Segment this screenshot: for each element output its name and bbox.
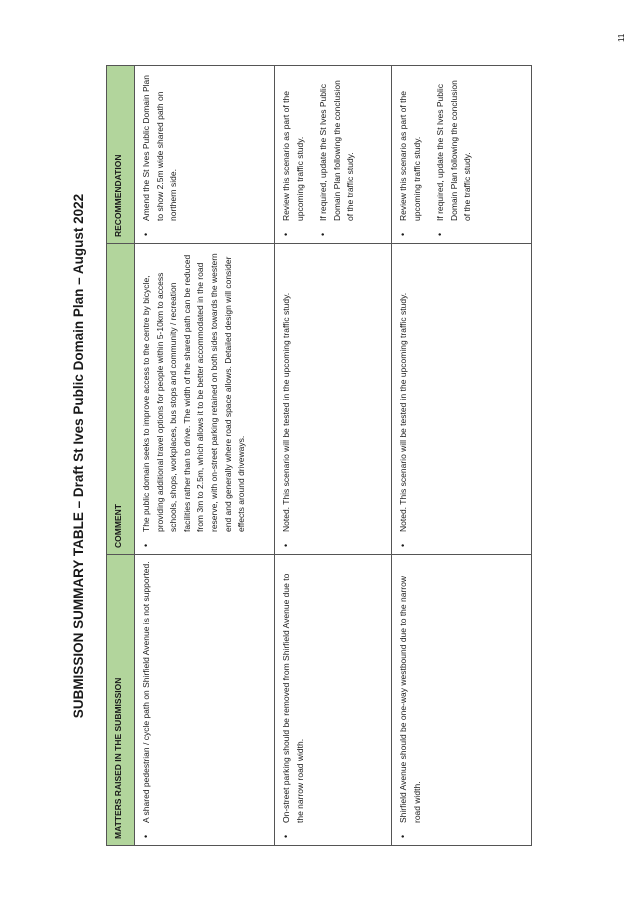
header-comment: COMMENT [107, 244, 135, 555]
recommendation-item: • Review this scenario as part of the upcoming traffic study. [397, 72, 424, 237]
table-row [135, 66, 275, 846]
table-header-row [107, 66, 135, 846]
comment-text: • Noted. This scenario will be tested in the upcoming traffic study. [280, 250, 294, 548]
table-row [392, 66, 532, 846]
document-title: SUBMISSION SUMMARY TABLE – Draft St Ives Public Domain Plan – August 2022 [71, 193, 86, 719]
recommendation-item: • If required, update the St Ives Public Domain Plan following the conclusion of the traffic study. [317, 72, 358, 237]
rotated-page-content [70, 66, 556, 846]
table-row [275, 66, 392, 846]
recommendation-cell [135, 66, 275, 244]
recommendation-cell [392, 66, 532, 244]
matter-cell [135, 555, 275, 846]
recommendation-item: • Amend the St Ives Public Domain Plan to show 2.5m wide shared path on northern side. [140, 72, 181, 237]
matter-cell [392, 555, 532, 846]
submission-summary-table [106, 65, 532, 846]
recommendation-item: • If required, update the St Ives Public Domain Plan following the conclusion of the traffic study. [434, 72, 475, 237]
matter-text: • A shared pedestrian / cycle path on Shirfield Avenue is not supported. [140, 561, 154, 839]
recommendation-item: • Review this scenario as part of the upcoming traffic study. [280, 72, 307, 237]
comment-cell [275, 244, 392, 555]
comment-cell [392, 244, 532, 555]
comment-cell [135, 244, 275, 555]
matter-text: • Shirfield Avenue should be one-way westbound due to the narrow road width. [397, 561, 424, 839]
matter-text: • On-street parking should be removed from Shirfield Avenue due to the narrow road width. [280, 561, 307, 839]
matter-cell [275, 555, 392, 846]
comment-text: • The public domain seeks to improve access to the centre by bicycle, providing additional travel options for people within 5-10km to access schools, shops, workplaces, bus stops and community / recreation facilities rather than to drive. The width of the shared path can be reduced from 3m to 2.5m, which allows it to be better accommodated in the road reserve, with on-street parking retained on both sides towards the western end and generally where road space allows. Detailed design will consider effects around driveways. [140, 250, 249, 548]
header-recommendation: RECOMMENDATION [107, 66, 135, 244]
header-matters: MATTERS RAISED IN THE SUBMISSION [107, 555, 135, 846]
comment-text: • Noted. This scenario will be tested in the upcoming traffic study. [397, 250, 411, 548]
page-number: 11 [617, 33, 626, 42]
recommendation-cell [275, 66, 392, 244]
